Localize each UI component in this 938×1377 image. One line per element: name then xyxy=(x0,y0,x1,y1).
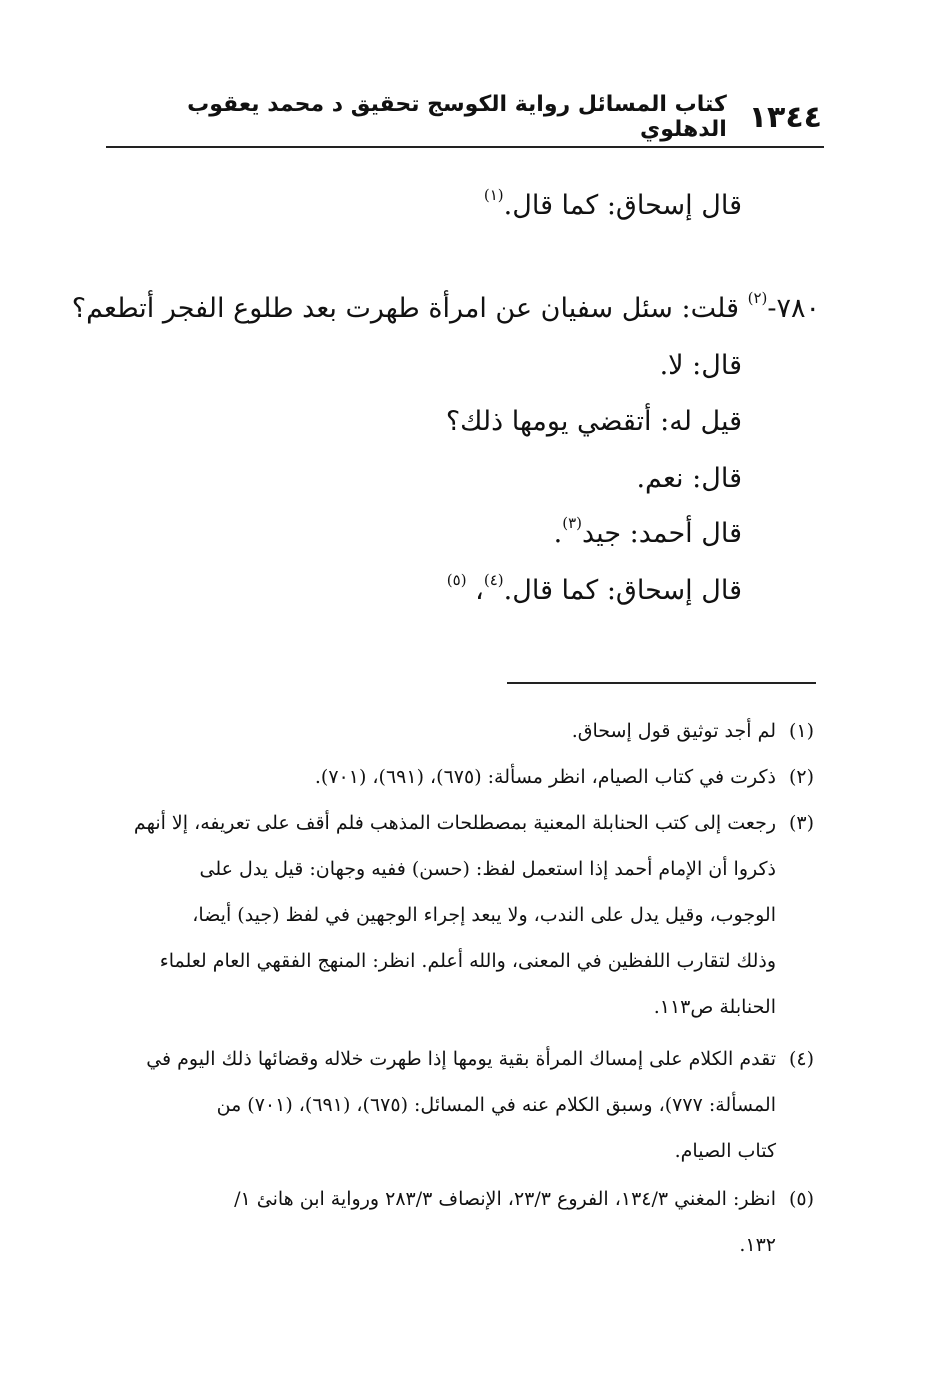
footnote-number: (٥) xyxy=(788,1188,814,1210)
footnote-number: (٣) xyxy=(788,812,814,834)
footnote-ref: (٤) xyxy=(483,571,504,589)
footnote-4 xyxy=(100,1036,814,1174)
body-line-4 xyxy=(446,406,742,437)
footnote-number: (٤) xyxy=(788,1048,814,1070)
running-header xyxy=(106,92,822,142)
footnote-rule xyxy=(507,682,816,684)
footnote-3 xyxy=(100,800,814,1030)
footnote-line: تقدم الكلام على إمساك المرأة بقية يومها إذا طهرت خلاله وقضائها ذلك اليوم في xyxy=(146,1048,776,1070)
question-780 xyxy=(71,289,820,324)
body-text: قال أحمد: جيد xyxy=(582,518,742,549)
body-text: قيل له: أتقضي يومها ذلك؟ xyxy=(445,406,742,437)
body-line-3 xyxy=(660,350,742,381)
footnote-ref: (١) xyxy=(483,186,504,204)
footnote-line: ١٣٢. xyxy=(739,1234,776,1256)
footnote-line: ذكرت في كتاب الصيام، انظر مسألة: (٦٧٥)، (٦٩١)، (٧٠١). xyxy=(314,766,776,788)
footnote-line: ذكروا أن الإمام أحمد إذا استعمل لفظ: (حسن) ففيه وجهان: قيل يدل على xyxy=(199,858,776,880)
running-title: كتاب المسائل رواية الكوسج تحقيق د محمد يعقوب الدهلوي xyxy=(187,92,727,142)
question-text: قلت: سئل سفيان عن امرأة طهرت بعد طلوع الفجر أتطعم؟ xyxy=(71,293,739,324)
footnote-line: الحنابلة ص١١٣. xyxy=(653,996,776,1018)
footnote-number: (١) xyxy=(788,720,814,742)
body-punct: . xyxy=(553,518,563,549)
footnote-number: (٢) xyxy=(788,766,814,788)
footnote-ref: (٣) xyxy=(562,514,582,532)
footnote-line: وذلك لتقارب اللفظين في المعنى، والله أعلم. انظر: المنهج الفقهي العام لعلماء xyxy=(159,950,776,972)
body-line-7 xyxy=(446,571,742,606)
body-line-6 xyxy=(553,514,742,549)
footnote-ref: (٥) xyxy=(446,571,467,589)
body-text: قال: نعم. xyxy=(636,463,742,494)
question-number: ٧٨٠ xyxy=(776,293,820,324)
body-text: قال إسحاق: كما قال. xyxy=(503,575,742,606)
page-number: ١٣٤٤ xyxy=(748,99,822,135)
footnote-1 xyxy=(100,708,814,754)
body-line-1 xyxy=(483,186,742,221)
footnote-2 xyxy=(100,754,814,800)
footnote-line: المسألة: ٧٧٧)، وسبق الكلام عنه في المسائل: (٦٧٥)، (٦٩١)، (٧٠١) من xyxy=(216,1094,776,1116)
footnote-5 xyxy=(100,1176,814,1268)
body-line-5 xyxy=(636,463,742,494)
body-punct: ، xyxy=(466,575,484,606)
footnote-line: انظر: المغني ١٣٤/٣، الفروع ٢٣/٣، الإنصاف ٢٨٣/٣ ورواية ابن هانئ ١/ xyxy=(234,1188,776,1210)
body-text: قال إسحاق: كما قال. xyxy=(503,190,742,221)
header-rule xyxy=(106,146,824,148)
footnote-line: كتاب الصيام. xyxy=(674,1140,776,1162)
footnote-line: رجعت إلى كتب الحنابلة المعنية بمصطلحات المذهب فلم أقف على تعريفه، إلا أنهم xyxy=(133,812,776,834)
footnote-ref: (٢) xyxy=(747,289,768,307)
body-text: قال: لا. xyxy=(659,350,742,381)
footnote-line: لم أجد توثيق قول إسحاق. xyxy=(571,720,776,742)
footnote-line: الوجوب، وقيل يدل على الندب، ولا يبعد إجراء الوجهين في لفظ (جيد) أيضا، xyxy=(192,904,776,926)
question-dash: - xyxy=(767,293,777,324)
